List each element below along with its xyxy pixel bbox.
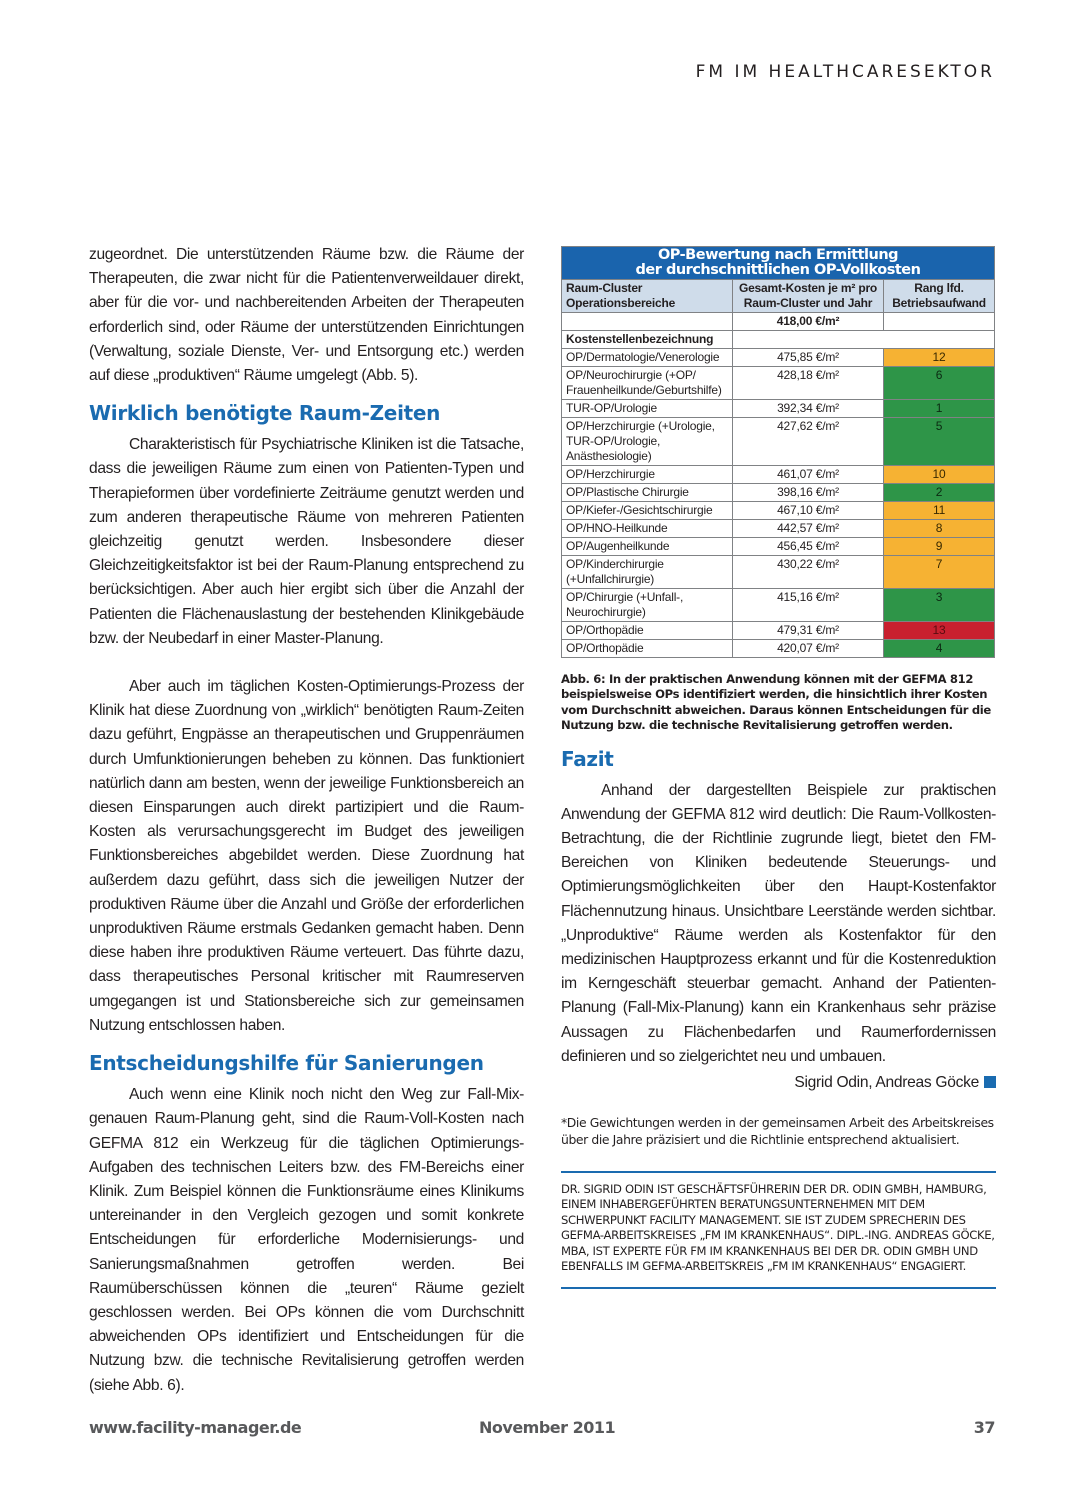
table-row (562, 622, 995, 640)
average-cost: 418,00 €/m² (732, 313, 883, 331)
table-row (562, 520, 995, 538)
section-heading-raum-zeiten: Wirklich benötigte Raum-Zeiten (89, 401, 441, 426)
cost-center-name: OP/Chirurgie (+Unfall-, Neurochirurgie) (562, 589, 733, 622)
rank-badge: 12 (884, 349, 995, 367)
bio-bottom-rule (561, 1287, 996, 1289)
right-column (561, 246, 996, 1289)
cost-center-name: OP/Herzchirurgie (+Urologie, TUR-OP/Urologie, Anästhesiologie) (562, 418, 733, 466)
cost-value: 392,34 €/m² (732, 400, 883, 418)
rank-badge: 5 (884, 418, 995, 466)
rank-badge: 1 (884, 400, 995, 418)
table-row (562, 349, 995, 367)
body-paragraph: Auch wenn eine Klinik noch nicht den Weg zur Fall-Mix-genauen Raum-Planung geht, sind die Raum-Voll-Kosten nach GEFMA 812 ein Werkzeug für die täglichen Optimierungs-Aufgaben des technischen Leiters bzw. des FM-Bereichs einer Klinik. Zum Beispiel können die Funktionsräume eines Klinikums untereinander in den Vergleich gezogen und somit konkrete Entscheidungen für erforderliche Modernisierungs- und Sanierungsmaßnahmen getroffen werden. Bei Raumüberschüssen können die „teuren“ Räume gezielt geschlossen werden. Bei OPs können die vom Durchschnitt abweichenden OPs identifiziert und Entscheidungen für die Nutzung bzw. die technische Revitalisierung getroffen werden (siehe Abb. 6). (89, 1086, 524, 1394)
fazit-paragraph: Anhand der dargestellten Beispiele zur praktischen Anwendung der GEFMA 812 wird deutlich: Die Raum-Vollkosten-Betrachtung, die der Richtlinie zugrunde liegt, bietet den FM-Bereichen von Kliniken bedeutende Steuerungs- und Optimierungsmöglichkeiten über den Haupt-Kostenfaktor Flächennutzung hinaus. Unsichtbare Leerstände werden sichtbar. „Unproduktive“ Räume werden als Kostenfaktor für den medizinischen Hauptprozess erkannt und für die Kostenreduktion im Kerngeschäft steuerbar gemacht. Anhand der Patienten-Planung (Fall-Mix-Planung) kann ein Krankenhaus sehr präzise Aussagen zu Flächenbedarfen und Raumerfordernissen definieren und so zielgerichtet neu und umbauen. (561, 781, 996, 1065)
table-title-line1: OP-Bewertung nach Ermittlung (657, 247, 899, 263)
table-body (562, 349, 995, 658)
header-rang: Rang lfd. Betriebsaufwand (884, 280, 995, 313)
header-gesamt-kosten: Gesamt-Kosten je m² pro Raum-Cluster und Jahr (732, 280, 883, 313)
section-heading-sanierungen: Entscheidungshilfe für Sanierungen (89, 1051, 484, 1076)
average-rank-cell (884, 313, 995, 331)
rank-badge: 8 (884, 520, 995, 538)
rank-badge: 10 (884, 466, 995, 484)
cost-value: 398,16 €/m² (732, 484, 883, 502)
table-row (562, 589, 995, 622)
footer-url-link[interactable]: www.facility-manager.de (89, 1418, 302, 1437)
table-row (562, 556, 995, 589)
subheader-empty (732, 331, 994, 349)
cost-center-name: OP/Kiefer-/Gesichtschirurgie (562, 502, 733, 520)
cost-value: 475,85 €/m² (732, 349, 883, 367)
table-title-line2: der durchschnittlichen OP-Vollkosten (635, 262, 921, 278)
cost-center-name: OP/Kinderchirurgie (+Unfallchirurgie) (562, 556, 733, 589)
rank-badge: 11 (884, 502, 995, 520)
cost-value: 479,31 €/m² (732, 622, 883, 640)
average-label-cell (562, 313, 733, 331)
running-head: FM IM HEALTHCARESEKTOR (695, 62, 995, 82)
table-row (562, 640, 995, 658)
cost-center-name: OP/Orthopädie (562, 640, 733, 658)
left-column (89, 243, 524, 1398)
table-row (562, 484, 995, 502)
cost-center-name: OP/Plastische Chirurgie (562, 484, 733, 502)
cost-value: 430,22 €/m² (732, 556, 883, 589)
rank-badge: 6 (884, 367, 995, 400)
footnote: *Die Gewichtungen werden in der gemeinsamen Arbeit des Arbeitskreises über die Jahre präzisiert und die Richtlinie entsprechend aktualisiert. (561, 1115, 994, 1147)
table-row (562, 538, 995, 556)
page-footer (89, 1418, 995, 1440)
cost-value: 467,10 €/m² (732, 502, 883, 520)
op-cost-table (561, 246, 995, 658)
cost-value: 415,16 €/m² (732, 589, 883, 622)
table-row (562, 418, 995, 466)
body-paragraph: Charakteristisch für Psychiatrische Kliniken ist die Tatsache, dass die jeweiligen Räume zum einen von Patienten-Typen und Therapieformen über vordefinierte Zeiträume genutzt werden und zum anderen therapeutische Räume von mehreren Patienten gleichzeitig genutzt werden. Insbesondere dieser Gleichzeitigkeitsfaktor ist bei der Raum-Planung entsprechend zu berücksichtigen. Aber auch hier ergibt sich über die Anzahl der Patienten die Flächenauslastung der bestehenden Klinikgebäude bzw. der Neubedarf in einer Master-Planung. (89, 436, 524, 647)
cost-center-name: OP/Herzchirurgie (562, 466, 733, 484)
table-row (562, 367, 995, 400)
end-mark-square-icon (984, 1076, 996, 1088)
table-row (562, 502, 995, 520)
author-names: Sigrid Odin, Andreas Göcke (794, 1074, 979, 1092)
body-paragraph: Aber auch im täglichen Kosten-Optimierungs-Prozess der Klinik hat diese Zuordnung von „wirklich“ benötigten Raum-Zeiten dazu geführt, Engpässe an therapeutischen und Gruppenräumen durch Umfunktionierungen beheben zu können. Das funktioniert natürlich dann am besten, wenn der jeweilige Funktionsbereich an diesen Einsparungen auch direkt partizipiert und die Raum-Kosten als verursachungsgerecht im Budget des jeweiligen Funktionsbereiches abgebildet werden. Diese Zuordnung hat außerdem dazu geführt, dass sich die jeweiligen Nutzer der produktiven Räume über die Anzahl und Größe der erforderlichen unproduktiven Räume erstmals Gedanken gemacht haben. Denn diese haben ihre produktiven Räume verteuert. Das führte dazu, dass therapeutisches Personal kritischer mit Raumreserven umgegangen ist und Stationsbereiche sich zur gemeinsamen Nutzung entschlossen haben. (89, 678, 524, 1034)
page-number: 37 (973, 1418, 995, 1437)
rank-badge: 2 (884, 484, 995, 502)
cost-center-name: OP/Augenheilkunde (562, 538, 733, 556)
header-raum-cluster: Raum-Cluster Operationsbereiche (562, 280, 733, 313)
rank-badge: 9 (884, 538, 995, 556)
rank-badge: 13 (884, 622, 995, 640)
cost-center-name: TUR-OP/Urologie (562, 400, 733, 418)
kostenstellen-label: Kostenstellenbezeichnung (562, 331, 733, 349)
cost-value: 461,07 €/m² (732, 466, 883, 484)
cost-center-name: OP/Neurochirurgie (+OP/ Frauenheilkunde/Geburtshilfe) (562, 367, 733, 400)
table-row (562, 400, 995, 418)
author-signature (561, 1071, 996, 1095)
rank-badge: 4 (884, 640, 995, 658)
rank-badge: 7 (884, 556, 995, 589)
cost-value: 427,62 €/m² (732, 418, 883, 466)
average-row (562, 313, 995, 331)
cost-center-name: OP/Orthopädie (562, 622, 733, 640)
cost-value: 442,57 €/m² (732, 520, 883, 538)
rank-badge: 3 (884, 589, 995, 622)
cost-center-name: OP/Dermatologie/Venerologie (562, 349, 733, 367)
table-title (562, 247, 995, 280)
section-heading-fazit: Fazit (561, 746, 614, 771)
cost-value: 420,07 €/m² (732, 640, 883, 658)
table-header-row (562, 280, 995, 313)
cost-value: 456,45 €/m² (732, 538, 883, 556)
author-bio: DR. SIGRID ODIN IST GESCHÄFTSFÜHRERIN DER DR. ODIN GMBH, HAMBURG, EINEM INHABERGEFÜHRTEN BERATUNGSUNTERNEHMEN MIT DEM SCHWERPUNKT FACILITY MANAGEMENT. SIE IST ZUDEM SPRECHERIN DES GEFMA-ARBEITSKREISES „FM IM KRANKENHAUS“. DIPL.-ING. ANDREAS GÖCKE, MBA, IST EXPERTE FÜR FM IM KRANKENHAUS BEI DER DR. ODIN GMBH UND EBENFALLS IM GEFMA-ARBEITSKREIS „FM IM KRANKENHAUS“ ENGAGIERT. (561, 1181, 995, 1274)
cost-center-name: OP/HNO-Heilkunde (562, 520, 733, 538)
table-row (562, 466, 995, 484)
intro-paragraph: zugeordnet. Die unterstützenden Räume bzw. die Räume der Therapeuten, die zwar nicht für die Patientenverweildauer direkt, aber für die vor- und nachbereitenden Arbeiten der Therapeuten erforderlich sind, oder Räume der unterstützenden Einrichtungen (Verwaltung, soziale Dienste, Ver- und Entsorgung etc.) werden auf diese „produktiven“ Räume umgelegt (Abb. 5). (89, 246, 524, 385)
bio-top-rule (561, 1171, 996, 1173)
footer-date: November 2011 (479, 1418, 616, 1437)
subheader-row (562, 331, 995, 349)
figure-caption: Abb. 6: In der praktischen Anwendung können mit der GEFMA 812 beispielsweise OPs identifiziert werden, die hinsichtlich ihrer Kosten vom Durchschnitt abweichen. Daraus können Entscheidungen für die Nutzung bzw. die technische Revitalisierung getroffen werden. (561, 672, 991, 733)
cost-value: 428,18 €/m² (732, 367, 883, 400)
